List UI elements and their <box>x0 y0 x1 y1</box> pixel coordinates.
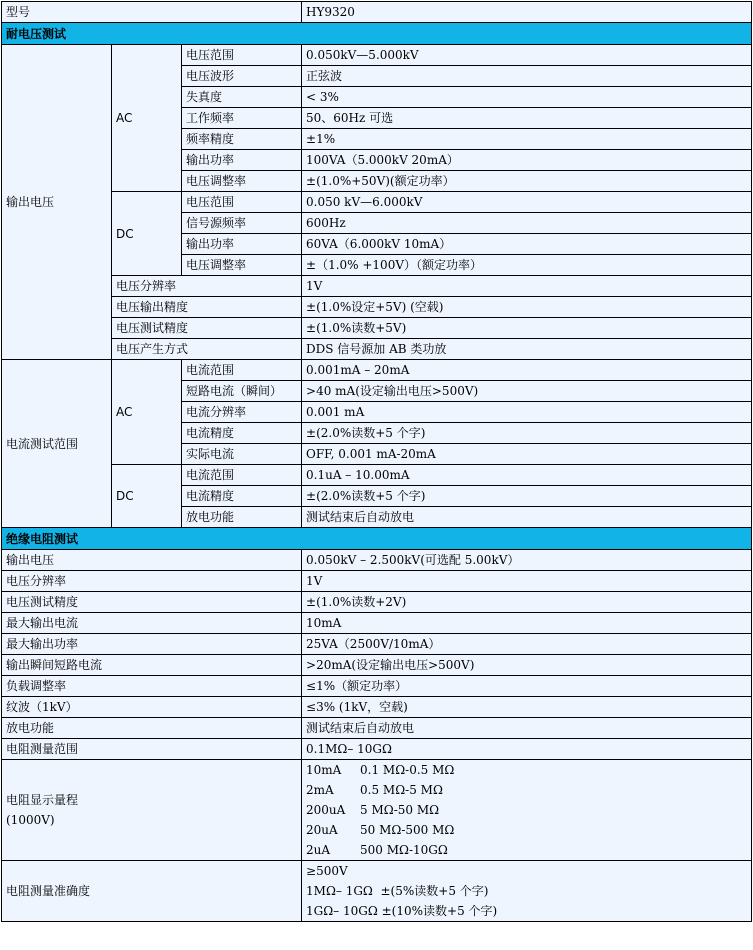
table-row <box>2 571 752 592</box>
param-label: 电压产生方式 <box>112 339 302 360</box>
accuracy-line: 1GΩ– 10GΩ ±(10%读数+5 个字) <box>306 904 498 918</box>
range-line <box>306 820 747 840</box>
param-value: ±1% <box>302 129 752 150</box>
section-header-hipot <box>2 23 752 45</box>
table-row <box>2 739 752 760</box>
param-label: 电压范围 <box>182 192 302 213</box>
param-label: 电压分辨率 <box>2 571 302 592</box>
param-value: >40 mA(设定输出电压>500V) <box>302 381 752 402</box>
display-range-label: 电阻显示量程 <box>6 793 79 807</box>
param-label: 频率精度 <box>182 129 302 150</box>
param-value: ±(1.0%读数+5V) <box>302 318 752 339</box>
range-line <box>306 760 747 780</box>
param-label: 电压调整率 <box>182 171 302 192</box>
param-value: ±（1.0% +100V）（额定功率） <box>302 255 752 276</box>
range-current: 200uA <box>306 803 346 817</box>
range-value: 0.1 MΩ-0.5 MΩ <box>360 763 455 777</box>
group-label-current-range: 电流测试范围 <box>2 360 112 528</box>
param-label: 最大输出电流 <box>2 613 302 634</box>
param-value: ≤1%（额定功率） <box>302 676 752 697</box>
param-label: 输出功率 <box>182 150 302 171</box>
table-row <box>2 276 752 297</box>
param-label: 电流精度 <box>182 486 302 507</box>
param-value: 0.050kV – 2.500kV(可选配 5.00kV） <box>302 550 752 571</box>
param-label: 电阻测量范围 <box>2 739 302 760</box>
param-label: 输出电压 <box>2 550 302 571</box>
param-label: 电压调整率 <box>182 255 302 276</box>
range-value: 0.5 MΩ-5 MΩ <box>360 783 443 797</box>
param-value: ±(1.0%读数+2V) <box>302 592 752 613</box>
table-row <box>2 192 752 213</box>
range-value: 500 MΩ-10GΩ <box>360 843 448 857</box>
accuracy-values <box>302 861 752 922</box>
param-label: 电流精度 <box>182 423 302 444</box>
table-row <box>2 697 752 718</box>
param-value: 测试结束后自动放电 <box>302 507 752 528</box>
param-value: 25VA（2500V/10mA） <box>302 634 752 655</box>
range-current: 2uA <box>306 843 331 857</box>
param-label: 电压输出精度 <box>112 297 302 318</box>
table-row <box>2 634 752 655</box>
param-value: 0.1MΩ– 10GΩ <box>302 739 752 760</box>
param-label: 电流范围 <box>182 360 302 381</box>
spec-table <box>1 1 752 922</box>
range-current: 20uA <box>306 823 338 837</box>
param-value: 10mA <box>302 613 752 634</box>
param-value: ±(1.0%+50V)(额定功率） <box>302 171 752 192</box>
range-current: 2mA <box>306 783 334 797</box>
param-label: 电压测试精度 <box>2 592 302 613</box>
param-label: 失真度 <box>182 87 302 108</box>
param-label: 电阻测量准确度 <box>2 861 302 922</box>
table-row <box>2 45 752 66</box>
param-label: 放电功能 <box>2 718 302 739</box>
table-row <box>2 676 752 697</box>
param-label: 电流范围 <box>182 465 302 486</box>
range-line <box>306 800 747 820</box>
subgroup-label-dc: DC <box>112 192 182 276</box>
table-row <box>2 592 752 613</box>
param-label: 最大输出功率 <box>2 634 302 655</box>
param-label: 输出瞬间短路电流 <box>2 655 302 676</box>
table-row <box>2 613 752 634</box>
param-value: 0.001mA – 20mA <box>302 360 752 381</box>
table-row <box>2 718 752 739</box>
param-value: 正弦波 <box>302 66 752 87</box>
param-label: 工作频率 <box>182 108 302 129</box>
section-title: 耐电压测试 <box>2 23 752 45</box>
param-label-display-range <box>2 760 302 861</box>
param-value: 100VA（5.000kV 20mA） <box>302 150 752 171</box>
param-label: 负载调整率 <box>2 676 302 697</box>
group-label-output-voltage: 输出电压 <box>2 45 112 360</box>
param-value: ±(2.0%读数+5 个字) <box>302 423 752 444</box>
range-value: 50 MΩ-500 MΩ <box>360 823 455 837</box>
param-value: 测试结束后自动放电 <box>302 718 752 739</box>
subgroup-label-dc: DC <box>112 465 182 528</box>
param-value: OFF, 0.001 mA-20mA <box>302 444 752 465</box>
section-header-insulation <box>2 528 752 550</box>
accuracy-line: ≥500V <box>306 864 348 878</box>
param-value: ≤3% (1kV，空载) <box>302 697 752 718</box>
param-value: 0.050 kV—6.000kV <box>302 192 752 213</box>
subgroup-label-ac: AC <box>112 360 182 465</box>
range-line <box>306 840 747 860</box>
model-value: HY9320 <box>302 2 752 23</box>
param-label: 电压范围 <box>182 45 302 66</box>
table-row <box>2 339 752 360</box>
param-value: 0.001 mA <box>302 402 752 423</box>
param-value: >20mA(设定输出电压>500V) <box>302 655 752 676</box>
subgroup-label-ac: AC <box>112 45 182 192</box>
param-label: 放电功能 <box>182 507 302 528</box>
table-row <box>2 655 752 676</box>
param-label: 电压波形 <box>182 66 302 87</box>
param-value: 0.050kV—5.000kV <box>302 45 752 66</box>
range-line <box>306 780 747 800</box>
table-row <box>2 760 752 861</box>
param-value: 600Hz <box>302 213 752 234</box>
param-value: 1V <box>302 571 752 592</box>
param-value: < 3% <box>302 87 752 108</box>
param-label: 短路电流（瞬间） <box>182 381 302 402</box>
param-value: 60VA（6.000kV 10mA） <box>302 234 752 255</box>
table-row <box>2 360 752 381</box>
param-label: 电压测试精度 <box>112 318 302 339</box>
table-row <box>2 861 752 922</box>
param-label: 电压分辨率 <box>112 276 302 297</box>
param-value: 0.1uA – 10.00mA <box>302 465 752 486</box>
param-label: 输出功率 <box>182 234 302 255</box>
param-label: 信号源频率 <box>182 213 302 234</box>
range-current: 10mA <box>306 763 342 777</box>
table-row <box>2 550 752 571</box>
param-label: 电流分辨率 <box>182 402 302 423</box>
display-range-voltage: (1000V) <box>6 813 55 827</box>
table-row <box>2 297 752 318</box>
param-value: ±(1.0%设定+5V) (空载) <box>302 297 752 318</box>
range-value: 5 MΩ-50 MΩ <box>360 803 440 817</box>
table-row <box>2 465 752 486</box>
param-value: 50、60Hz 可选 <box>302 108 752 129</box>
param-label: 实际电流 <box>182 444 302 465</box>
table-row <box>2 318 752 339</box>
accuracy-line: 1MΩ– 1GΩ ±(5%读数+5 个字) <box>306 884 489 898</box>
display-range-values <box>302 760 752 861</box>
model-row <box>2 2 752 23</box>
model-label: 型号 <box>2 2 302 23</box>
param-value: DDS 信号源加 AB 类功放 <box>302 339 752 360</box>
param-value: ±(2.0%读数+5 个字) <box>302 486 752 507</box>
param-label: 纹波（1kV） <box>2 697 302 718</box>
section-title: 绝缘电阻测试 <box>2 528 752 550</box>
param-value: 1V <box>302 276 752 297</box>
